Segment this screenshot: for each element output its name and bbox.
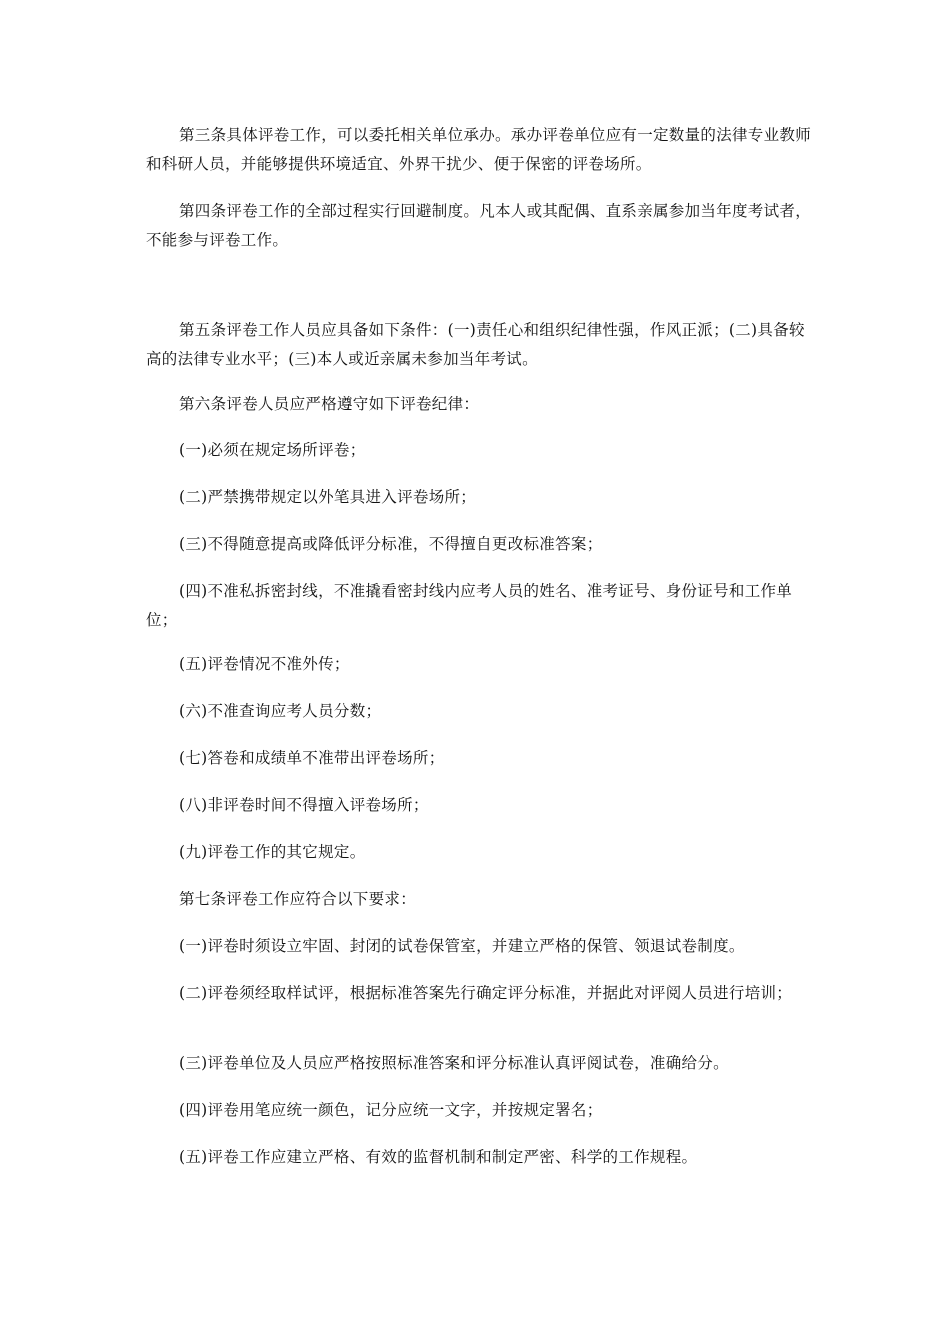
article-7-item-3: (三)评卷单位及人员应严格按照标准答案和评分标准认真评阅试卷，准确给分。 — [179, 1054, 729, 1072]
article-6-item-4: (四)不准私拆密封线，不准撬看密封线内应考人员的姓名、准考证号、身份证号和工作单位； — [146, 582, 793, 629]
article-6-item-7: (七)答卷和成绩单不准带出评卷场所； — [179, 749, 445, 767]
article-7-item-4: (四)评卷用笔应统一颜色，记分应统一文字，并按规定署名； — [179, 1101, 603, 1119]
article-6-item-1: (一)必须在规定场所评卷； — [179, 441, 366, 459]
article-6-item-2: (二)严禁携带规定以外笔具进入评卷场所； — [179, 488, 477, 506]
article-6-item-3: (三)不得随意提高或降低评分标准，不得擅自更改标准答案； — [179, 535, 603, 553]
article-7-item-5: (五)评卷工作应建立严格、有效的监督机制和制定严密、科学的工作规程。 — [179, 1148, 698, 1166]
article-6-item-8: (八)非评卷时间不得擅入评卷场所； — [179, 796, 429, 814]
article-6-item-5: (五)评卷情况不准外传； — [179, 655, 350, 673]
article-4-paragraph: 第四条评卷工作的全部过程实行回避制度。凡本人或其配偶、直系亲属参加当年度考试者，不能参与评卷工作。 — [146, 202, 812, 249]
article-3-paragraph: 第三条具体评卷工作，可以委托相关单位承办。承办评卷单位应有一定数量的法律专业教师和科研人员，并能够提供环境适宜、外界干扰少、便于保密的评卷场所。 — [146, 126, 812, 173]
article-7-item-1: (一)评卷时须设立牢固、封闭的试卷保管室，并建立严格的保管、领退试卷制度。 — [179, 937, 745, 955]
article-7-paragraph: 第七条评卷工作应符合以下要求： — [179, 890, 417, 908]
article-7-item-2: (二)评卷须经取样试评，根据标准答案先行确定评分标准，并据此对评阅人员进行培训； — [179, 984, 793, 1002]
article-6-item-9: (九)评卷工作的其它规定。 — [179, 843, 366, 861]
article-6-paragraph: 第六条评卷人员应严格遵守如下评卷纪律： — [179, 395, 480, 413]
article-5-paragraph: 第五条评卷工作人员应具备如下条件：(一)责任心和组织纪律性强，作风正派；(二)具备较高的法律专业水平；(三)本人或近亲属未参加当年考试。 — [146, 321, 805, 368]
article-6-item-6: (六)不准查询应考人员分数； — [179, 702, 382, 720]
